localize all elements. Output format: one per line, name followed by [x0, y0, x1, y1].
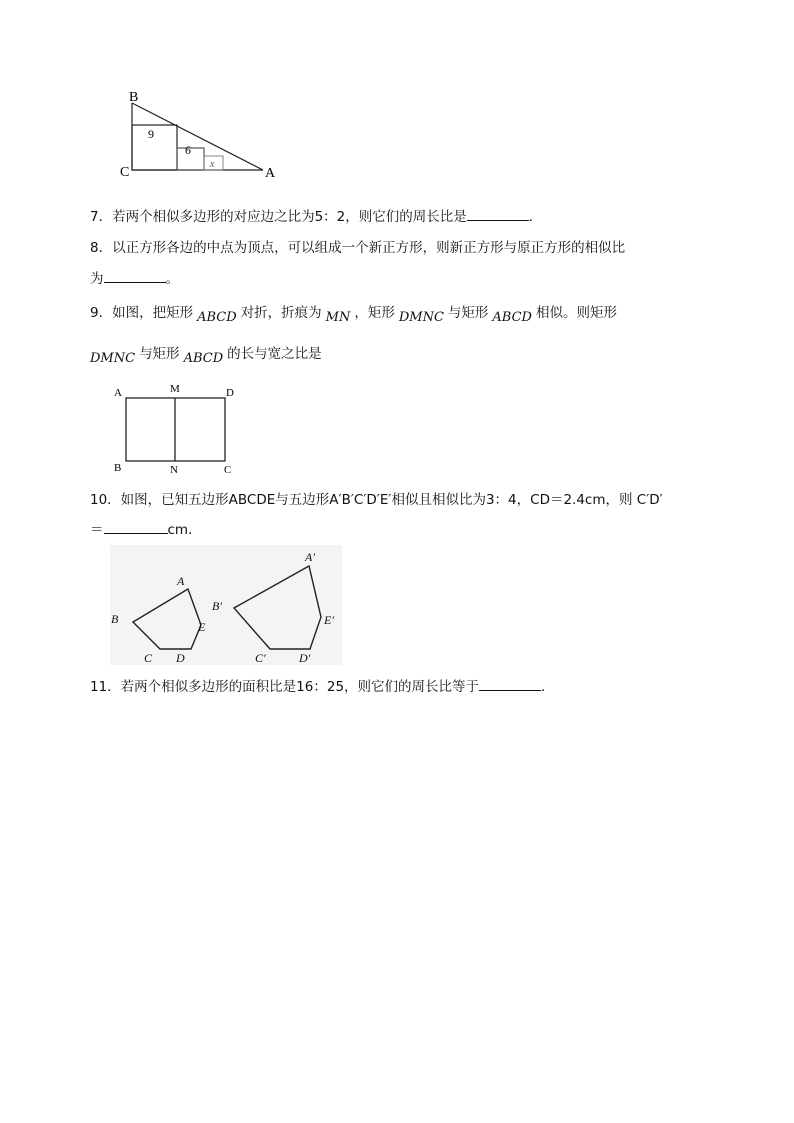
triangle-squares-figure — [110, 86, 290, 182]
pent1-label-a: A — [177, 574, 185, 588]
folded-rectangle-figure — [110, 380, 250, 476]
square-6-label: 6 — [185, 143, 191, 157]
question-7: 7．若两个相似多边形的对应边之比为5：2，则它们的周长比是 ． — [90, 206, 542, 227]
math-dmnc: DMNC — [398, 310, 444, 325]
rect-label-n: N — [170, 464, 178, 476]
square-9-label: 9 — [148, 127, 154, 141]
rect-label-a: A — [114, 387, 122, 399]
question-9-line-1: 9．如图，把矩形 ABCD 对折，折痕为 MN ，矩形 DMNC 与矩形 ABCD 相似。则矩形 — [90, 305, 617, 325]
math-abcd: ABCD — [492, 310, 532, 325]
vertex-b-label: B — [129, 90, 139, 105]
question-7-text: 7．若两个相似多边形的对应边之比为5：2，则它们的周长比是 — [90, 209, 467, 225]
question-10-line-1: 10．如图，已知五边形ABCDE与五边形A′B′C′D′E′相似且相似比为3：4，CD＝2.4cm，则 C′D′ — [90, 492, 663, 508]
vertex-c-label: C — [120, 165, 130, 180]
vertex-a-label: A — [265, 166, 276, 181]
answer-blank-11[interactable] — [479, 676, 541, 691]
math-abcd: ABCD — [183, 351, 224, 366]
rect-label-m: M — [170, 383, 180, 395]
rect-label-d: D — [226, 387, 234, 399]
answer-blank-7[interactable] — [467, 206, 529, 221]
question-8-line-1: 8．以正方形各边的中点为顶点，可以组成一个新正方形，则新正方形与原正方形的相似比 — [90, 240, 626, 256]
math-dmnc: DMNC — [90, 351, 136, 366]
math-mn: MN — [325, 310, 351, 325]
pent1-label-b: B — [111, 612, 119, 626]
question-8-line-2: 为 。 — [90, 268, 179, 289]
pent2-label-c: C′ — [255, 651, 266, 665]
similar-pentagons-figure — [110, 545, 342, 665]
square-x-label: x — [210, 159, 215, 170]
pent2-label-e: E′ — [324, 613, 334, 627]
pent1-label-c: C — [144, 651, 153, 665]
rect-label-c: C — [224, 464, 232, 476]
question-10-line-2: ＝ cm． — [90, 519, 202, 540]
question-11: 11．若两个相似多边形的面积比是16：25，则它们的周长比等于 ． — [90, 676, 555, 697]
pent2-label-b: B′ — [212, 599, 222, 613]
pent2-label-a: A′ — [305, 550, 315, 564]
answer-blank-10[interactable] — [104, 519, 168, 534]
question-9-line-2: DMNC 与矩形 ABCD 的长与宽之比是 — [90, 346, 322, 366]
question-11-text: 11．若两个相似多边形的面积比是16：25，则它们的周长比等于 — [90, 679, 480, 695]
pent1-label-e: E — [198, 620, 206, 634]
rect-label-b: B — [114, 462, 122, 474]
pent1-label-d: D — [176, 651, 185, 665]
answer-blank-8[interactable] — [104, 268, 166, 283]
pent2-label-d: D′ — [299, 651, 311, 665]
math-abcd: ABCD — [197, 310, 237, 325]
